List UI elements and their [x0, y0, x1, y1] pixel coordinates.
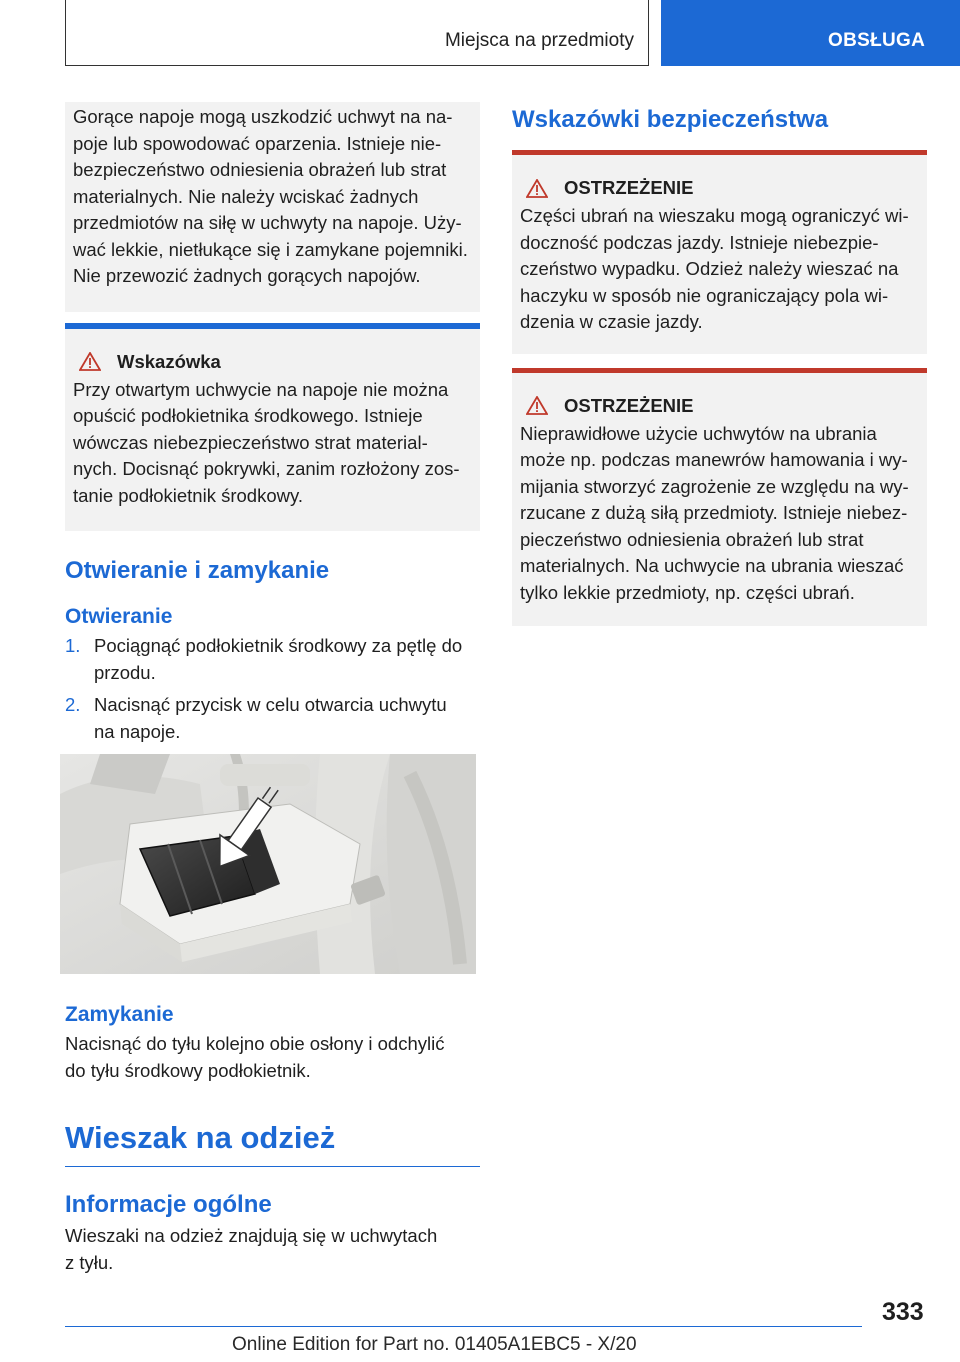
note-title-row [73, 351, 472, 373]
warning-box-2 [512, 368, 927, 627]
warning-line: czeństwo wypadku. Odzież należy wieszać na [520, 258, 899, 279]
caution-line: materialnych. Nie należy wciskać żadnych [73, 185, 419, 207]
chapter-title: OBSŁUGA [828, 30, 926, 51]
note-line: opuścić podłokietnika środkowego. Istnieje [73, 405, 423, 426]
warning-line: Nieprawidłowe użycie uchwytów na ubrania [520, 422, 877, 444]
right-column [512, 102, 927, 626]
warning-line: Części ubrań na wieszaku mogą ograniczyć wi‐ [520, 205, 909, 226]
caution-box [65, 102, 480, 312]
footer-divider [65, 1326, 862, 1327]
note-line: Przy otwartym uchwycie na napoje nie można [73, 378, 449, 400]
warning-triangle-icon [526, 179, 548, 198]
step-line: przodu. [94, 661, 156, 683]
note-line: nych. Docisnąć pokrywki, zanim rozłożony zos‐ [73, 458, 460, 479]
chapter-tab [661, 0, 960, 66]
warning-title: OSTRZEŻENIE [564, 394, 694, 416]
note-line: tanie podłokietnik środkowy. [73, 484, 304, 506]
warning-box-1 [512, 150, 927, 354]
warning-line: rzucane z dużą siłą przedmioty. Istnieje niebez‐ [520, 502, 908, 523]
warning-line: mijania stworzyć zagrożenie ze względu na wy‐ [520, 475, 909, 497]
caution-line: przedmiotów na siłę w uchwyty na napoje. Uży‐ [73, 212, 462, 233]
running-header-section [65, 0, 649, 66]
heading-safety: Wskazówki bezpieczeństwa [512, 106, 829, 133]
step-text [94, 692, 447, 745]
warning-title-row [520, 177, 919, 199]
caution-line: Nie przewozić żadnych gorących napojów. [73, 265, 421, 286]
warning-line: dzenia w czasie jazdy. [520, 311, 703, 332]
armrest-illustration [60, 754, 476, 974]
caution-line: Gorące napoje mogą uszkodzić uchwyt na na‐ [73, 106, 453, 127]
heading-hanger: Wieszak na odzież [65, 1120, 480, 1167]
warning-title-row [520, 395, 919, 417]
warning-line: haczyku w sposób nie ograniczający pola wi‐ [520, 284, 889, 306]
step-line: Pociągnąć podłokietnik środkowy za pętlę do [94, 635, 463, 656]
closing-section [65, 1003, 480, 1276]
heading-opening: Otwieranie [65, 605, 173, 628]
step-line: na napoje. [94, 720, 181, 742]
warning-line: może np. podczas manewrów hamowania i wy‐ [520, 449, 908, 470]
warning-line: doczność podczas jazdy. Istnieje niebezpie‐ [520, 231, 879, 253]
list-item [65, 633, 480, 686]
armrest-drawing [60, 754, 476, 974]
warning-triangle-icon [79, 352, 101, 371]
heading-open-close: Otwieranie i zamykanie [65, 557, 330, 584]
page-number: 333 [882, 1298, 924, 1326]
heading-general-info: Informacje ogólne [65, 1191, 272, 1218]
step-number: 2. [65, 694, 81, 715]
closing-line: Nacisnąć do tyłu kolejno obie osłony i odchylić [65, 1033, 445, 1054]
left-column [65, 102, 480, 745]
note-line: wówczas niebezpieczeństwo strat material‐ [73, 431, 428, 453]
heading-closing: Zamykanie [65, 1003, 174, 1026]
note-box [65, 323, 480, 532]
step-text [94, 633, 462, 686]
warning-line: tylko lekkie przedmioty, np. części ubrań. [520, 581, 855, 603]
caution-line: bezpieczeństwo odniesienia obrażeń lub strat [73, 159, 447, 180]
step-line: Nacisnąć przycisk w celu otwarcia uchwytu [94, 694, 447, 715]
section-title: Miejsca na przedmioty [444, 30, 634, 51]
edition-text: Online Edition for Part no. 01405A1EBC5 - X/20 [232, 1334, 637, 1355]
step-number: 1. [65, 635, 81, 656]
opening-steps [65, 633, 480, 745]
warning-triangle-icon [526, 396, 548, 415]
caution-line: poje lub spowodować oparzenia. Istnieje nie‐ [73, 132, 442, 154]
caution-line: wać lekkie, nietłukące się i zamykane pojemniki. [73, 238, 468, 260]
warning-line: pieczeństwo odniesienia obrażeń lub strat [520, 528, 864, 550]
warning-line: materialnych. Na uchwycie na ubrania wieszać [520, 555, 904, 576]
general-line: Wieszaki na odzież znajdują się w uchwytach [65, 1225, 438, 1246]
closing-line: do tyłu środkowy podłokietnik. [65, 1059, 311, 1081]
general-line: z tyłu. [65, 1251, 114, 1273]
list-item [65, 692, 480, 745]
note-title: Wskazówka [117, 350, 221, 372]
warning-title: OSTRZEŻENIE [564, 177, 694, 198]
